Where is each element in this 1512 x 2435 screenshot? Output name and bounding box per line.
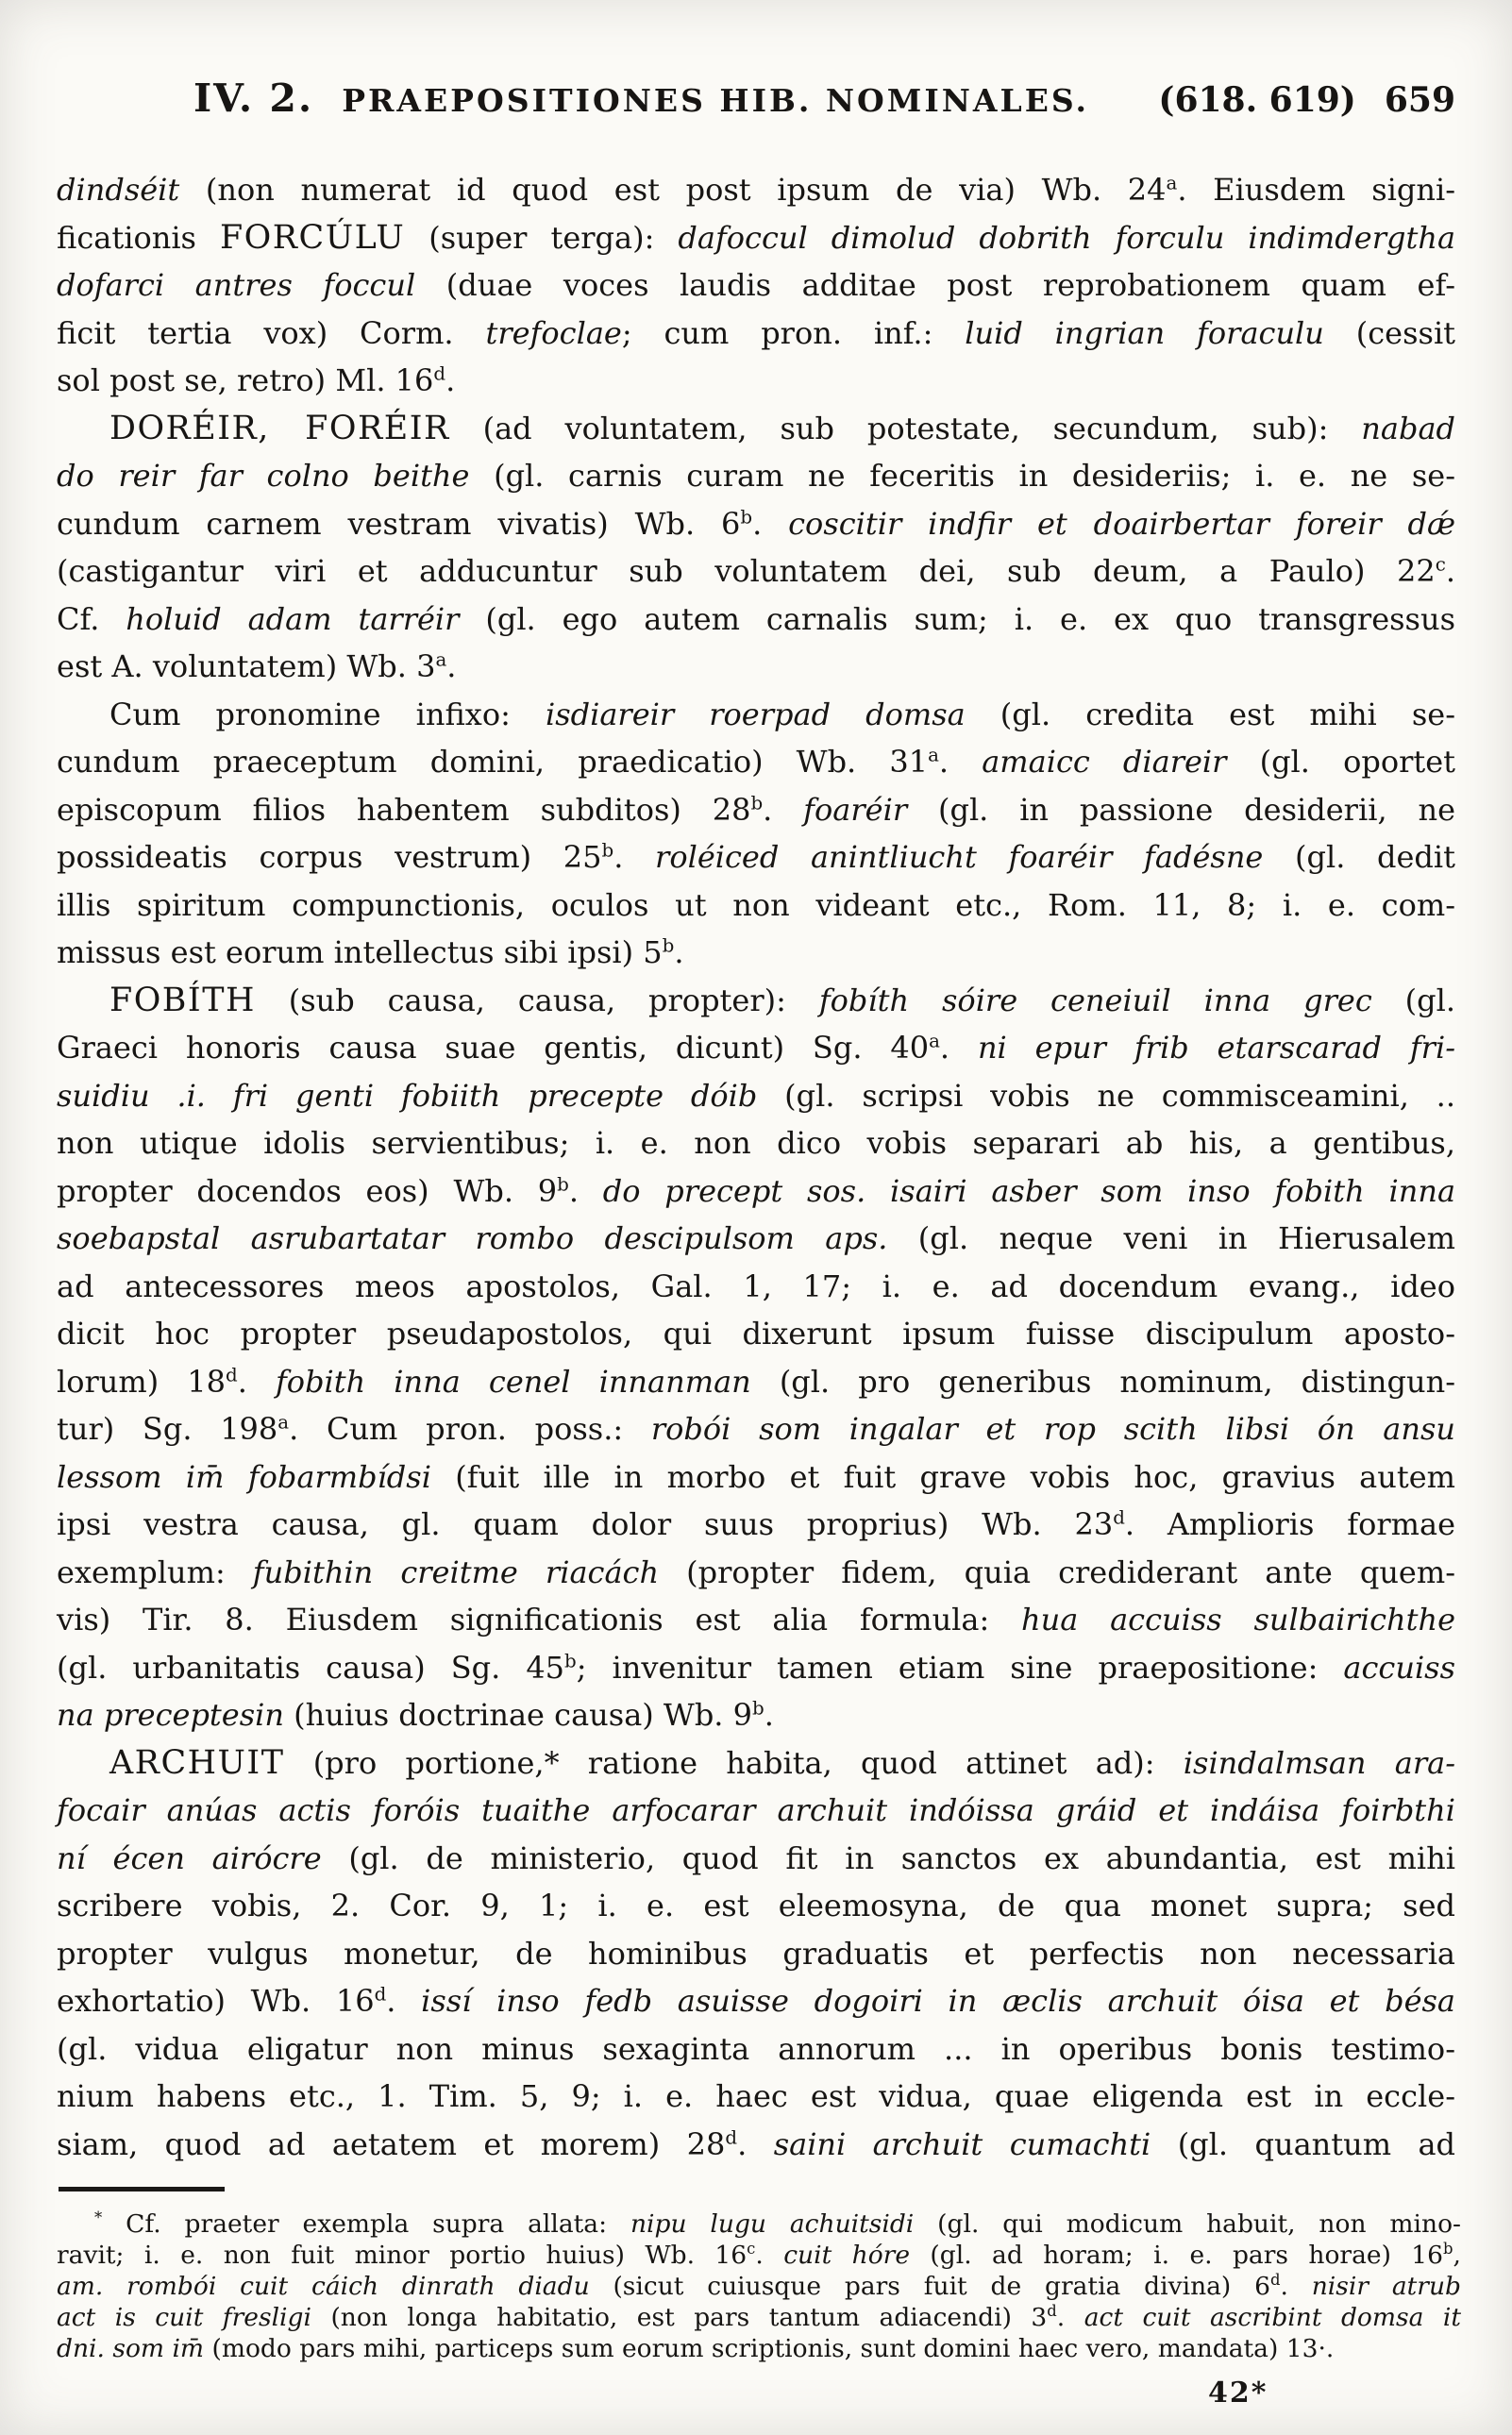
latin-text: (gl. vidua eligatur non minus sexaginta annorum ... in operibus bonis testimo- (57, 2030, 1455, 2067)
text-line (57, 1977, 1455, 2025)
latin-text: . (613, 839, 656, 875)
superscript-reference: c (1435, 553, 1446, 576)
irish-citation: trefoclae (485, 314, 622, 351)
text-line (57, 166, 1455, 214)
irish-citation: suidiu .i. fri genti fobiith precepte dóib (57, 1077, 758, 1114)
latin-text: Graeci honoris causa suae gentis, dicunt) Sg. 40 (57, 1030, 930, 1066)
latin-text: (gl. credita est mihi se- (965, 696, 1456, 732)
latin-text: possideatis corpus vestrum) 25 (57, 839, 602, 875)
latin-text: cundum praeceptum domini, praedicatio) Wb. 31 (57, 744, 929, 780)
latin-text: . Amplioris formae (1124, 1506, 1456, 1542)
paragraph (57, 1739, 1455, 2169)
superscript-reference: a (435, 648, 447, 671)
text-line (57, 2025, 1455, 2074)
latin-text: tur) Sg. 198 (57, 1411, 278, 1447)
latin-text: (ad voluntatem, sub potestate, secundum, sub): (449, 410, 1362, 446)
superscript-reference: d (1047, 2302, 1057, 2321)
superscript-reference: a (928, 744, 939, 766)
latin-text: . (445, 362, 456, 398)
paragraph (57, 691, 1455, 977)
irish-citation: foaréir (803, 791, 908, 828)
latin-text: (castigantur viri et adducuntur sub voluntatem dei, sub deum, a Paulo) 22 (57, 553, 1436, 589)
headword: ARCHUIT (109, 1743, 285, 1782)
latin-text: (gl. oportet (1226, 744, 1456, 780)
superscript-reference: a (277, 1411, 290, 1434)
irish-citation: soebapstal asrubartatar rombo descipulsom aps. (57, 1220, 888, 1256)
headword: FORCÚLU (219, 218, 406, 257)
text-line (57, 1167, 1455, 1216)
latin-text: ad antecessores meos apostolos, Gal. 1, 17; i. e. ad docendum evang., ideo (57, 1268, 1455, 1304)
irish-citation: do precept sos. isairi asber som inso fobith inna (602, 1172, 1456, 1209)
latin-text: . (763, 791, 804, 828)
latin-text: nium habens etc., 1. Tim. 5, 9; i. e. haec est vidua, quae eligenda est in eccle- (57, 2078, 1455, 2114)
text-line (57, 596, 1455, 644)
latin-text: vis) Tir. 8. Eiusdem significationis est alia formula: (57, 1602, 1022, 1637)
text-line (57, 1501, 1455, 1549)
latin-text: (cessit (1323, 314, 1456, 351)
latin-text: (gl. carnis curam ne feceritis in desideriis; i. e. ne se- (469, 458, 1456, 494)
latin-text: . (737, 2125, 774, 2162)
paragraph (57, 405, 1455, 691)
text-line (57, 1691, 1455, 1739)
latin-text: (gl. scripsi vobis ne commisceamini, .. (757, 1077, 1456, 1114)
latin-text: (gl. pro generibus nominum, distingun- (750, 1363, 1456, 1400)
latin-text: . (1056, 2303, 1084, 2332)
latin-text: exhortatio) Wb. 16 (57, 1983, 375, 2019)
text-line (57, 2240, 1461, 2271)
irish-citation: dofarci antres foccul (57, 267, 416, 303)
irish-citation: dindséit (57, 172, 180, 208)
latin-text: exemplum: (57, 1553, 253, 1590)
running-head (193, 76, 1455, 121)
text-line (57, 500, 1455, 548)
latin-text: . Eiusdem signi- (1177, 172, 1456, 208)
text-line (57, 786, 1455, 834)
page-reference-group (1158, 80, 1455, 120)
irish-citation: luid ingrian foraculu (965, 314, 1324, 351)
text-line (57, 2073, 1455, 2121)
text-line (57, 929, 1455, 977)
latin-text: . (764, 1697, 774, 1733)
text-line (57, 882, 1455, 930)
latin-text: (non longa habitatio, est pars tantum adiacendi) 3 (311, 2303, 1048, 2332)
latin-text: ipsi vestra causa, gl. quam dolor suus proprius) Wb. 23 (57, 1506, 1114, 1542)
irish-citation: na preceptesin (57, 1697, 284, 1733)
irish-citation: hua accuiss sulbairichthe (1021, 1602, 1456, 1637)
text-line (57, 357, 1455, 405)
latin-text: non utique idolis servientibus; i. e. non dico vobis separari ab his, a gentibus, (57, 1125, 1455, 1161)
latin-text: episcopum filios habentem subditos) 28 (57, 791, 751, 828)
text-line (57, 2271, 1461, 2302)
text-line (57, 2121, 1455, 2169)
latin-text: . (755, 2241, 784, 2270)
superscript-reference: b (557, 1172, 569, 1195)
text-line (57, 1835, 1455, 1883)
latin-text: (huius doctrinae causa) Wb. 9 (283, 1697, 752, 1733)
latin-text: ficit tertia vox) Corm. (57, 314, 486, 351)
irish-citation: amaicc diareir (982, 744, 1227, 780)
text-line (57, 405, 1455, 453)
irish-citation: do reir far colno beithe (57, 458, 470, 494)
footnote-block (57, 2208, 1461, 2364)
irish-citation: accuiss (1343, 1649, 1456, 1686)
irish-citation: nisir atrub (1311, 2272, 1461, 2301)
latin-text: . (1445, 553, 1455, 589)
running-title: PRAEPOSITIONES HIB. NOMINALES. (342, 82, 1090, 119)
superscript-reference: a (929, 1030, 940, 1052)
latin-text: sol post se, retro) Ml. 16 (57, 362, 434, 398)
latin-text: dicit hoc propter pseudapostolos, qui dixerunt ipsum fuisse discipulum aposto- (57, 1316, 1455, 1352)
latin-text: (gl. urbanitatis causa) Sg. 45 (57, 1649, 565, 1686)
text-line (57, 833, 1455, 882)
latin-text: . (752, 505, 789, 542)
latin-text: (gl. qui modicum habuit, non mino- (914, 2209, 1461, 2239)
section-number: IV. 2. (193, 76, 314, 121)
latin-text: , (1453, 2241, 1461, 2270)
superscript-reference: b (750, 791, 764, 814)
latin-text: ficationis (57, 219, 220, 256)
irish-citation: isdiareir roerpad domsa (545, 696, 966, 732)
superscript-reference: a (1166, 172, 1178, 194)
irish-citation: holuid adam tarréir (126, 600, 460, 637)
irish-citation: fobíth sóire ceneiuil inna grec (818, 982, 1372, 1018)
text-line (57, 2208, 1461, 2240)
latin-text: (gl. neque veni in Hierusalem (887, 1220, 1456, 1256)
text-line (57, 643, 1455, 691)
latin-text: (propter fidem, quia crediderant ante quem- (659, 1553, 1456, 1590)
headword: DORÉIR, FORÉIR (109, 409, 450, 447)
text-line (57, 1453, 1455, 1502)
superscript-reference: d (1113, 1506, 1125, 1529)
superscript-reference: b (601, 839, 614, 862)
latin-text: (duae voces laudis additae post reprobationem quam ef- (415, 267, 1456, 303)
latin-text: (sub causa, causa, propter): (255, 982, 819, 1018)
text-line (57, 2302, 1461, 2333)
text-line (57, 1072, 1455, 1120)
text-line (57, 547, 1455, 596)
latin-text: . (237, 1363, 276, 1400)
latin-text: . (939, 1030, 978, 1066)
irish-citation: robói som ingalar et rop scith libsi ón ansu (650, 1411, 1456, 1447)
latin-text: (gl. de ministerio, quod fit in sanctos ex abundantia, est mihi (321, 1839, 1456, 1876)
irish-citation: fobith inna cenel innanman (275, 1363, 751, 1400)
latin-text: ; cum pron. inf.: (621, 314, 966, 351)
irish-citation: ní écen airócre (57, 1839, 322, 1876)
latin-text: (super terga): (405, 219, 679, 256)
superscript-reference: d (374, 1983, 387, 2006)
irish-citation: act is cuit fresligi (57, 2303, 311, 2332)
latin-text: lorum) 18 (57, 1363, 227, 1400)
irish-citation: focair anúas actis foróis tuaithe arfocarar archuit indóissa gráid et indáisa foirbthi (57, 1792, 1455, 1828)
latin-text: . Cum pron. poss.: (289, 1411, 651, 1447)
superscript-reference: b (752, 1697, 764, 1720)
latin-text: cundum carnem vestram vivatis) Wb. 6 (57, 505, 741, 542)
text-line (57, 1644, 1455, 1692)
irish-citation: isindalmsan ara- (1183, 1744, 1456, 1781)
latin-text: missus est eorum intellectus sibi ipsi) 5 (57, 934, 663, 970)
superscript-reference: * (94, 2208, 103, 2227)
text-line (57, 452, 1455, 500)
latin-text: Cf. (57, 600, 126, 637)
text-line (57, 1549, 1455, 1597)
latin-text: propter docendos eos) Wb. 9 (57, 1172, 558, 1209)
irish-citation: dni. som im̄ (57, 2334, 205, 2363)
latin-text: Cum pronomine infixo: (109, 696, 546, 732)
superscript-reference: d (433, 362, 446, 385)
latin-text: . (1280, 2272, 1312, 2301)
main-text-block (57, 166, 1455, 2168)
superscript-reference: b (662, 934, 675, 957)
latin-text: (gl. (1371, 982, 1456, 1018)
latin-text: (gl. in passione desiderii, ne (907, 791, 1456, 828)
irish-citation: act cuit ascribint domsa it (1084, 2303, 1461, 2332)
text-line (57, 977, 1455, 1025)
text-line (57, 310, 1455, 358)
text-line (57, 1119, 1455, 1167)
irish-citation: nabad (1361, 410, 1455, 446)
superscript-reference: d (725, 2125, 738, 2148)
superscript-reference: d (1269, 2271, 1281, 2290)
column-reference: (618. 619) (1158, 80, 1356, 120)
latin-text: . (386, 1983, 422, 2019)
text-line (57, 691, 1455, 739)
text-line (57, 1930, 1455, 1978)
footnote-separator (59, 2187, 225, 2192)
irish-citation: saini archuit cumachti (773, 2125, 1151, 2162)
irish-citation: coscitir indfir et doairbertar foreir dǽ (788, 505, 1456, 542)
paragraph (57, 166, 1455, 405)
page-number: 659 (1384, 80, 1455, 120)
latin-text: (gl. ego autem carnalis sum; i. e. ex quo transgressus (459, 600, 1455, 637)
superscript-reference: c (747, 2240, 756, 2259)
gathering-signature: 42* (1208, 2376, 1268, 2410)
latin-text: . (568, 1172, 603, 1209)
irish-citation: roléiced anintliucht foaréir fadésne (655, 839, 1264, 875)
latin-text: (sicut cuiusque pars fuit de gratia divina) 6 (589, 2272, 1270, 2301)
superscript-reference: b (1443, 2240, 1453, 2259)
latin-text: (pro portione,* ratione habita, quod attinet ad): (284, 1744, 1184, 1781)
text-line (57, 1215, 1455, 1263)
irish-citation: ni epur frib etarscarad fri- (977, 1030, 1456, 1066)
text-line (57, 214, 1455, 262)
text-line (57, 1882, 1455, 1930)
latin-text: (gl. ad horam; i. e. pars horae) 16 (910, 2241, 1444, 2270)
text-line (57, 1596, 1455, 1644)
latin-text: (gl. dedit (1263, 839, 1456, 875)
text-line (57, 738, 1455, 786)
latin-text: (gl. quantum ad (1151, 2125, 1456, 2162)
superscript-reference: b (564, 1649, 577, 1671)
latin-text: Cf. praeter exempla supra allata: (102, 2209, 630, 2239)
irish-citation: dafoccul dimolud dobrith forculu indimdergtha (678, 219, 1456, 256)
latin-text: ravit; i. e. non fuit minor portio huius) Wb. 16 (57, 2241, 748, 2270)
superscript-reference: b (740, 505, 753, 528)
latin-text: ; invenitur tamen etiam sine praepositione: (576, 1649, 1344, 1686)
text-line (57, 1739, 1455, 1788)
text-line (57, 1405, 1455, 1453)
irish-citation: am. rombói cuit cáich dinrath diadu (57, 2272, 590, 2301)
latin-text: propter vulgus monetur, de hominibus graduatis et perfectis non necessaria (57, 1935, 1455, 1972)
latin-text: illis spiritum compunctionis, oculos ut non videant etc., Rom. 11, 8; i. e. com- (57, 886, 1455, 923)
latin-text: siam, quod ad aetatem et morem) 28 (57, 2125, 726, 2162)
text-line (57, 1787, 1455, 1835)
latin-text: est A. voluntatem) Wb. 3 (57, 648, 436, 684)
text-line (57, 1358, 1455, 1406)
latin-text: (fuit ille in morbo et fuit grave vobis hoc, gravius autem (430, 1458, 1456, 1495)
irish-citation: fubithin creitme riacách (252, 1553, 660, 1590)
latin-text: (modo pars mihi, particeps sum eorum scriptionis, sunt domini haec vero, mandata) 13·. (204, 2334, 1335, 2363)
text-line (57, 1263, 1455, 1311)
headword: FOBÍTH (109, 981, 256, 1019)
latin-text: . (446, 648, 457, 684)
text-line (57, 1310, 1455, 1358)
text-line (57, 261, 1455, 310)
irish-citation: cuit hóre (783, 2241, 911, 2270)
text-line (57, 1024, 1455, 1072)
irish-citation: issí inso fedb asuisse dogoiri in æclis archuit óisa et bésa (421, 1983, 1456, 2019)
latin-text: scribere vobis, 2. Cor. 9, 1; i. e. est eleemosyna, de qua monet supra; sed (57, 1888, 1455, 1923)
latin-text: (non numerat id quod est post ipsum de via) Wb. 24 (179, 172, 1167, 208)
superscript-reference: d (226, 1363, 238, 1385)
paragraph (57, 977, 1455, 1739)
latin-text: . (938, 744, 983, 780)
irish-citation: lessom im̄ fobarmbídsi (57, 1458, 431, 1495)
latin-text: . (674, 934, 684, 970)
irish-citation: nipu lugu achuitsidi (630, 2209, 915, 2239)
text-line (57, 2333, 1461, 2364)
